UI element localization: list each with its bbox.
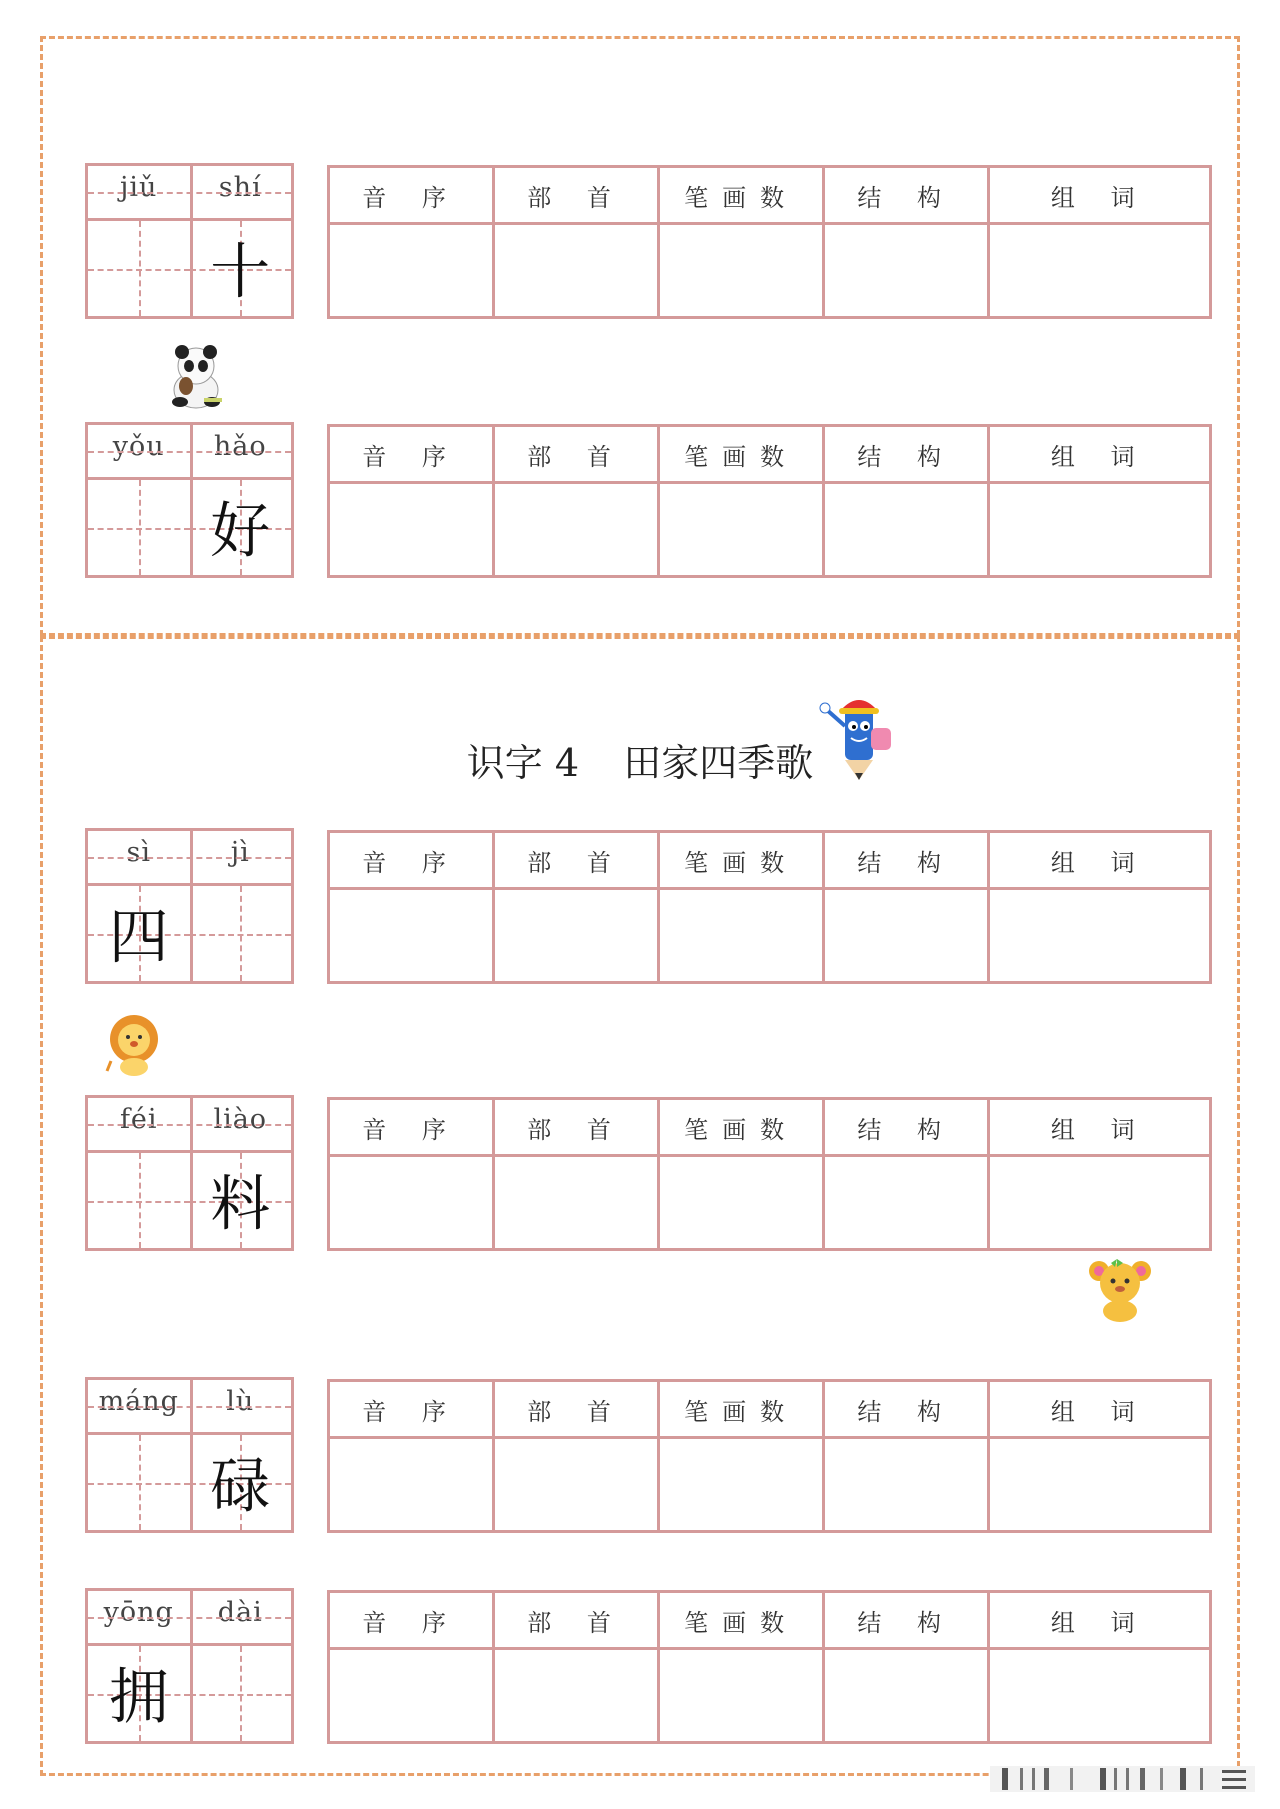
header-bushou: 部 首 — [495, 1100, 657, 1157]
pinyin: jiǔ — [120, 172, 158, 203]
header-yinxu: 音 序 — [330, 427, 492, 484]
info-table — [327, 1097, 1212, 1251]
character-grid — [85, 828, 294, 984]
pencil-mascot-icon — [815, 688, 905, 784]
pinyin: máng — [98, 1386, 179, 1417]
hanzi: 料 — [210, 1168, 271, 1239]
header-bushou: 部 首 — [495, 168, 657, 225]
watermark-bars-icon — [990, 1760, 1255, 1796]
header-zuci: 组 词 — [990, 1382, 1209, 1439]
character-grid — [85, 1588, 294, 1744]
lesson-title — [0, 732, 1280, 787]
header-zuci: 组 词 — [990, 168, 1209, 225]
header-jiegou: 结 构 — [825, 833, 987, 890]
info-table — [327, 1379, 1212, 1533]
pinyin: yōng — [103, 1597, 174, 1628]
hanzi: 拥 — [108, 1661, 169, 1732]
entry-row — [0, 828, 1280, 988]
lion-icon — [105, 1013, 163, 1077]
entry-row — [0, 163, 1280, 323]
entry-row — [0, 422, 1280, 582]
character-grid — [85, 1377, 294, 1533]
pinyin: dài — [217, 1597, 263, 1628]
pinyin: jì — [230, 837, 250, 868]
info-table — [327, 424, 1212, 578]
header-bihuashu: 笔画数 — [660, 833, 822, 890]
pinyin: shí — [218, 172, 262, 203]
entry-row — [0, 1095, 1280, 1255]
header-jiegou: 结 构 — [825, 1100, 987, 1157]
header-zuci: 组 词 — [990, 833, 1209, 890]
header-bihuashu: 笔画数 — [660, 168, 822, 225]
hanzi: 碌 — [210, 1450, 271, 1521]
header-yinxu: 音 序 — [330, 1100, 492, 1157]
header-yinxu: 音 序 — [330, 1593, 492, 1650]
header-bihuashu: 笔画数 — [660, 427, 822, 484]
info-table — [327, 830, 1212, 984]
hanzi: 十 — [210, 236, 271, 307]
pinyin: liào — [213, 1104, 268, 1135]
header-jiegou: 结 构 — [825, 1382, 987, 1439]
header-bushou: 部 首 — [495, 833, 657, 890]
entry-row — [0, 1377, 1280, 1537]
header-bushou: 部 首 — [495, 427, 657, 484]
header-zuci: 组 词 — [990, 1100, 1209, 1157]
pinyin: yǒu — [112, 431, 165, 462]
info-table — [327, 165, 1212, 319]
header-jiegou: 结 构 — [825, 427, 987, 484]
header-jiegou: 结 构 — [825, 168, 987, 225]
character-grid — [85, 1095, 294, 1251]
header-yinxu: 音 序 — [330, 1382, 492, 1439]
pinyin: hǎo — [213, 431, 267, 462]
header-bihuashu: 笔画数 — [660, 1100, 822, 1157]
bear-icon — [1085, 1255, 1155, 1323]
header-bihuashu: 笔画数 — [660, 1593, 822, 1650]
info-table — [327, 1590, 1212, 1744]
pinyin: féi — [119, 1104, 158, 1135]
hanzi: 好 — [210, 495, 271, 566]
lesson-name: 田家四季歌 — [623, 741, 814, 785]
character-grid — [85, 163, 294, 319]
header-zuci: 组 词 — [990, 427, 1209, 484]
header-yinxu: 音 序 — [330, 833, 492, 890]
header-zuci: 组 词 — [990, 1593, 1209, 1650]
pinyin: sì — [126, 837, 151, 868]
header-yinxu: 音 序 — [330, 168, 492, 225]
header-bushou: 部 首 — [495, 1593, 657, 1650]
lesson-label: 识字 4 — [466, 741, 580, 785]
pinyin: lù — [226, 1386, 255, 1417]
header-bihuashu: 笔画数 — [660, 1382, 822, 1439]
entry-row — [0, 1588, 1280, 1748]
header-bushou: 部 首 — [495, 1382, 657, 1439]
panda-icon — [160, 340, 232, 412]
header-jiegou: 结 构 — [825, 1593, 987, 1650]
character-grid — [85, 422, 294, 578]
hanzi: 四 — [108, 901, 169, 972]
